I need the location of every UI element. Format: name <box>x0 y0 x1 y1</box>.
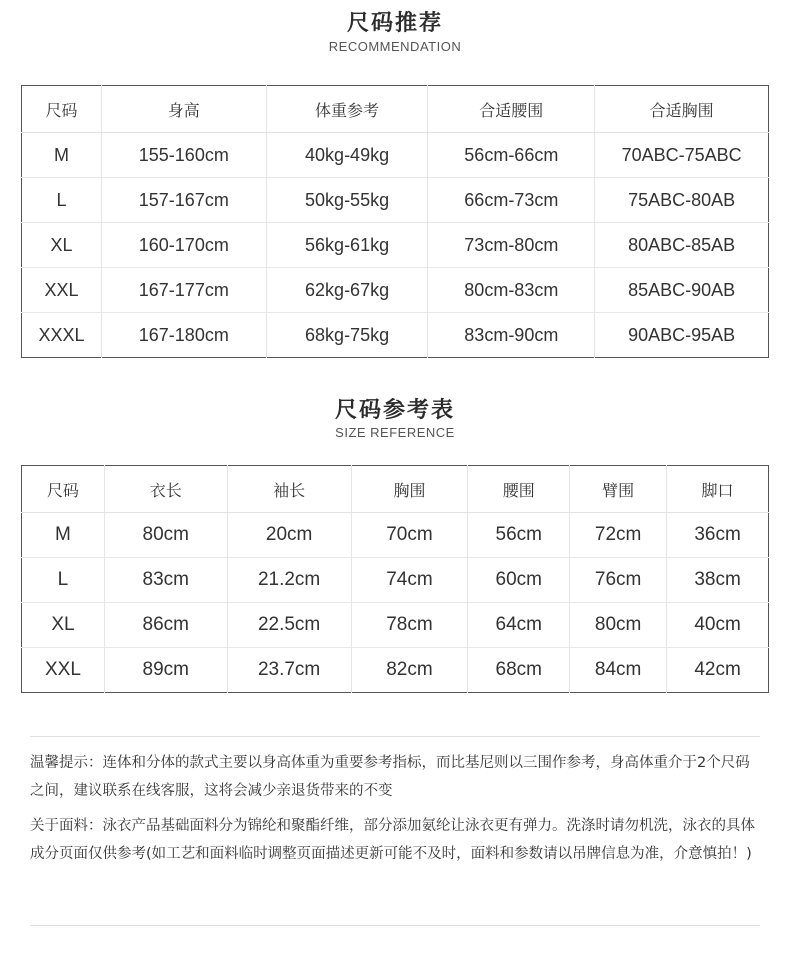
table-cell: 22.5cm <box>227 603 351 648</box>
table-cell: 70ABC-75ABC <box>595 133 769 178</box>
size-cell: M <box>22 133 102 178</box>
table-cell: 86cm <box>104 603 227 648</box>
table-cell: 83cm <box>104 558 227 603</box>
recommendation-subtitle: RECOMMENDATION <box>328 39 462 54</box>
size-cell: XXXL <box>22 313 102 358</box>
table-cell: 68kg-75kg <box>266 313 428 358</box>
tip-note: 温馨提示：连体和分体的款式主要以身高体重为重要参考指标，而比基尼则以三围作参考，身高体重介于2个尺码之间，建议联系在线客服，这将会减少亲退货带来的不变 <box>30 755 750 799</box>
table-cell: 90ABC-95AB <box>628 324 736 345</box>
header-cell: 脚口 <box>667 466 769 513</box>
table-cell: 157-167cm <box>101 178 266 223</box>
table-cell: 89cm <box>104 648 227 693</box>
fabric-note: 关于面料：泳衣产品基础面料分为锦纶和聚酯纤维，部分添加氨纶让泳衣更有弹力。洗涤时请勿机洗，泳衣的具体成分页面仅供参考(如工艺和面料临时调整页面描述更新可能不及时，面料和参数请以吊牌信息为准，介意慎拍！) <box>30 818 755 862</box>
recommendation-title: 尺码推荐 <box>346 11 443 36</box>
size-cell: M <box>22 513 105 558</box>
table-cell: 85ABC-90AB <box>595 268 769 313</box>
table-cell: 80cm <box>104 513 227 558</box>
header-cell: 合适胸围 <box>595 86 769 133</box>
table-row <box>22 648 769 693</box>
size-cell: XL <box>22 603 105 648</box>
table-cell: 80ABC-85AB <box>595 223 769 268</box>
header-cell: 体重参考 <box>266 86 428 133</box>
table-cell: 82cm <box>351 648 468 693</box>
table-cell: 80cm-83cm <box>428 268 595 313</box>
header-cell: 臂围 <box>570 466 667 513</box>
size-cell: L <box>22 558 105 603</box>
table-cell: 83cm-90cm <box>428 313 595 358</box>
table-header-row <box>22 86 769 133</box>
size-cell: XXL <box>22 268 102 313</box>
table-cell: 160-170cm <box>101 223 266 268</box>
table-cell: 64cm <box>468 603 570 648</box>
table-cell: 76cm <box>570 558 667 603</box>
size-cell: L <box>22 178 102 223</box>
table-cell: 60cm <box>468 558 570 603</box>
table-cell: 62kg-67kg <box>266 268 428 313</box>
table-cell: 78cm <box>351 603 468 648</box>
reference-title: 尺码参考表 <box>334 398 455 423</box>
table-row <box>22 513 769 558</box>
table-cell: 50kg-55kg <box>266 178 428 223</box>
table-cell: 36cm <box>667 513 769 558</box>
table-cell: 56cm <box>468 513 570 558</box>
table-cell: 72cm <box>570 513 667 558</box>
table-row <box>22 223 769 268</box>
table-cell: 38cm <box>667 558 769 603</box>
bottom-divider <box>30 925 760 926</box>
recommendation-table <box>21 85 769 358</box>
reference-table <box>21 465 769 693</box>
table-cell: 80cm <box>570 603 667 648</box>
top-divider <box>30 736 760 737</box>
header-cell: 合适腰围 <box>428 86 595 133</box>
table-cell: 167-177cm <box>101 268 266 313</box>
table-cell: 23.7cm <box>227 648 351 693</box>
table-cell: 70cm <box>351 513 468 558</box>
table-cell: 74cm <box>351 558 468 603</box>
table-cell: 66cm-73cm <box>428 178 595 223</box>
table-row <box>22 603 769 648</box>
table-cell: 84cm <box>570 648 667 693</box>
table-cell: 40cm <box>667 603 769 648</box>
table-cell: 56cm-66cm <box>428 133 595 178</box>
table-row <box>22 268 769 313</box>
table-header-row <box>22 466 769 513</box>
header-cell: 尺码 <box>22 86 102 133</box>
table-row <box>22 558 769 603</box>
header-cell: 腰围 <box>468 466 570 513</box>
table-row <box>22 133 769 178</box>
table-cell: 167-180cm <box>101 313 266 358</box>
table-cell: 155-160cm <box>101 133 266 178</box>
table-cell: 21.2cm <box>227 558 351 603</box>
reference-subtitle: SIZE REFERENCE <box>335 425 455 440</box>
table-cell: 68cm <box>468 648 570 693</box>
table-cell: 56kg-61kg <box>266 223 428 268</box>
header-cell: 身高 <box>101 86 266 133</box>
header-cell: 尺码 <box>22 466 105 513</box>
size-cell: XL <box>22 223 102 268</box>
table-row <box>22 178 769 223</box>
table-cell: 42cm <box>694 659 741 680</box>
table-cell: 73cm-80cm <box>428 223 595 268</box>
size-cell: XXL <box>22 648 105 693</box>
table-cell: 20cm <box>227 513 351 558</box>
table-cell: 40kg-49kg <box>266 133 428 178</box>
table-cell: 75ABC-80AB <box>595 178 769 223</box>
table-row <box>22 313 769 358</box>
header-cell: 衣长 <box>104 466 227 513</box>
header-cell: 胸围 <box>351 466 468 513</box>
header-cell: 袖长 <box>227 466 351 513</box>
